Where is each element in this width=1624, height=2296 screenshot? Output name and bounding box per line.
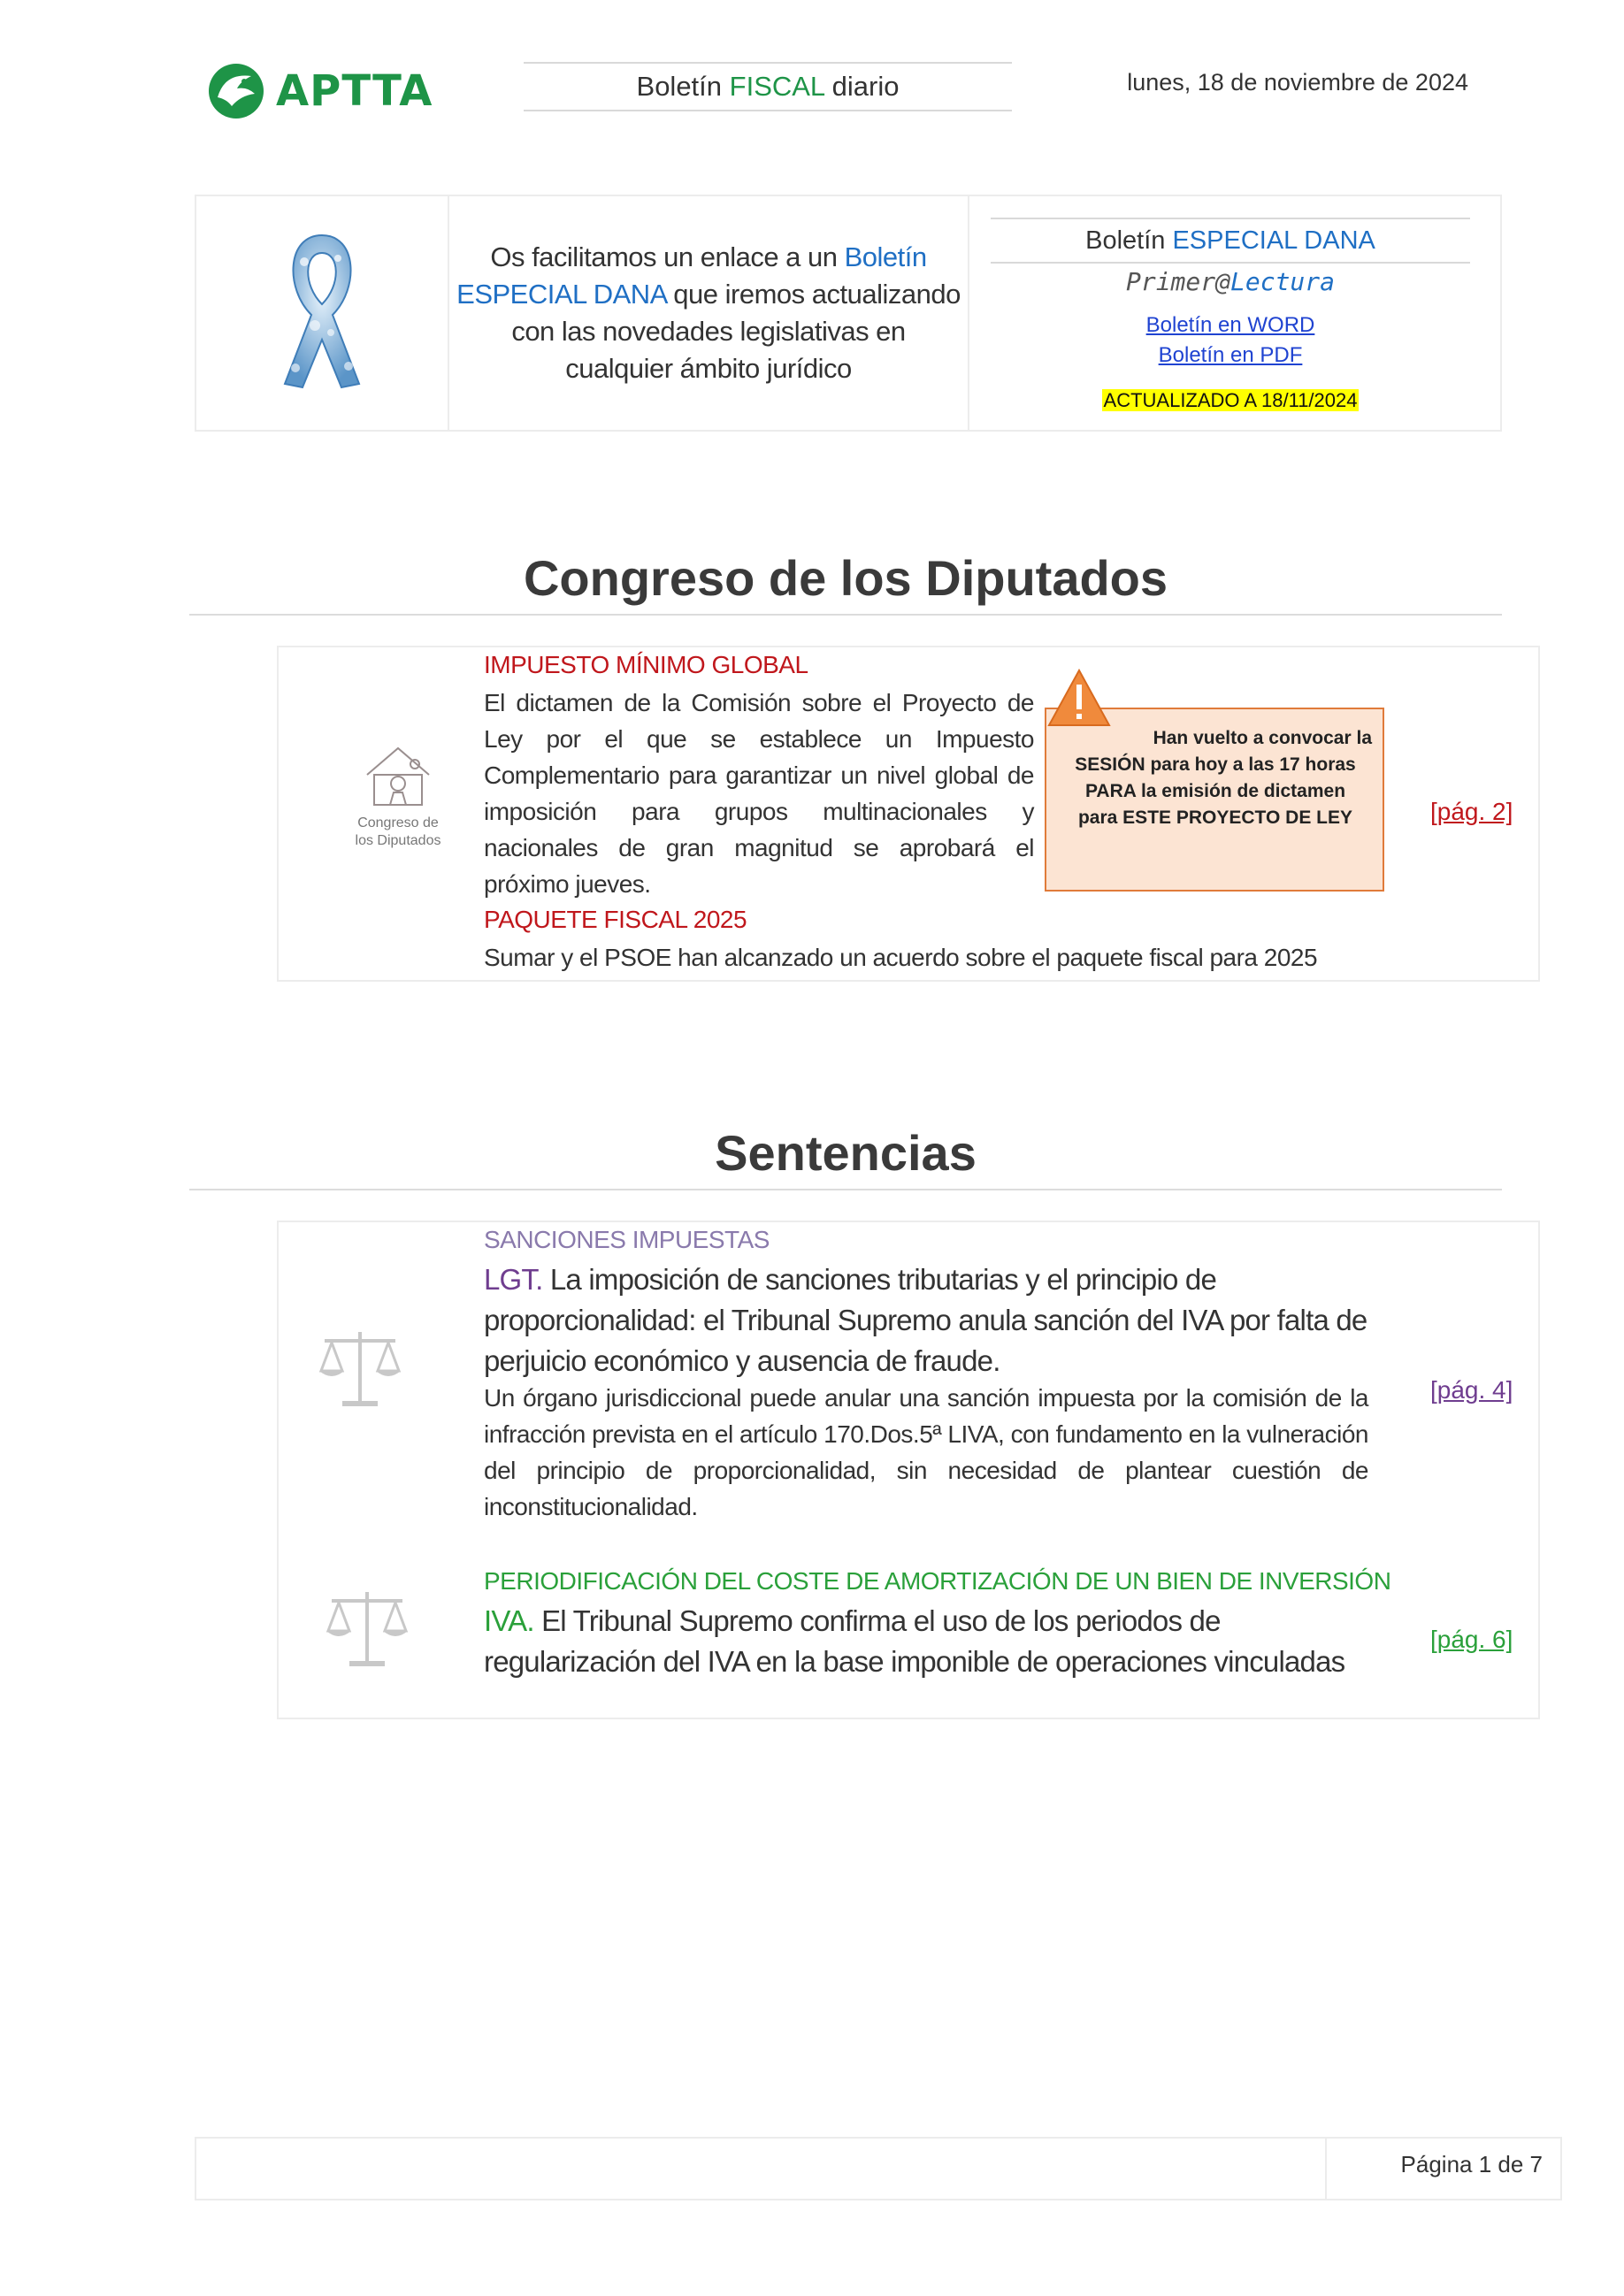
link-boletin-pdf[interactable]: Boletín en PDF xyxy=(1158,343,1303,367)
warning-callout xyxy=(1045,708,1384,892)
warning-triangle-icon xyxy=(1047,669,1111,727)
updated-text: ACTUALIZADO A 18/11/2024 xyxy=(1103,389,1358,411)
aptta-logo-icon xyxy=(205,62,267,120)
dana-description-cell xyxy=(449,196,969,430)
category-periodificacion: PERIODIFICACIÓN DEL COSTE DE AMORTIZACIÓN DE UN BIEN DE INVERSIÓN xyxy=(484,1567,1391,1595)
warning-line3: PARA la emisión de dictamen xyxy=(1084,781,1346,801)
page-ref-4[interactable]: [pág. 4] xyxy=(1430,1376,1513,1404)
dana-box-title-prefix: Boletín xyxy=(1085,226,1173,255)
iva-tag: IVA. xyxy=(484,1604,534,1637)
congreso-logo-label1: Congreso de xyxy=(357,815,439,830)
title-accent: FISCAL xyxy=(729,71,825,102)
page-ref-2[interactable]: [pág. 2] xyxy=(1430,798,1513,825)
category-paquete-fiscal: PAQUETE FISCAL 2025 xyxy=(484,906,747,933)
category-sanciones-impuestas: SANCIONES IMPUESTAS xyxy=(484,1226,770,1253)
periodificacion-headline-text: El Tribunal Supremo confirma el uso de los periodos de regularización del IVA en la base imponible de operaciones vinculadas xyxy=(484,1604,1345,1678)
warning-line4: para ESTE PROYECTO DE LEY xyxy=(1077,807,1353,828)
dana-box-title-accent: ESPECIAL DANA xyxy=(1172,226,1375,255)
dana-banner xyxy=(195,195,1502,432)
congreso-building-icon xyxy=(358,739,438,810)
dana-line2-blue: ESPECIAL DANA xyxy=(456,279,667,310)
scales-of-justice-icon xyxy=(316,1327,404,1412)
aptta-logo xyxy=(205,60,453,122)
sanciones-headline-text: La imposición de sanciones tributarias y el principio de proporcionalidad: el Tribunal Supremo anula sanción del IVA por falta de perjuicio económico y ausencia de fraude. xyxy=(484,1263,1367,1377)
dana-line1: Os facilitamos un enlace a un xyxy=(490,241,845,272)
category-impuesto-minimo-global: IMPUESTO MÍNIMO GLOBAL xyxy=(484,651,808,678)
page-number: Página 1 de 7 xyxy=(1400,2151,1543,2177)
bulletin-title xyxy=(524,62,1012,111)
page-footer xyxy=(195,2137,1562,2200)
congreso-logo xyxy=(341,739,456,863)
title-suffix: diario xyxy=(824,71,900,102)
scales-of-justice-icon-2 xyxy=(323,1587,411,1672)
lgt-tag: LGT. xyxy=(484,1263,543,1296)
logo-text: APTTA xyxy=(276,66,433,116)
primera-lectura-logo xyxy=(991,267,1470,296)
sanciones-headline xyxy=(484,1259,1368,1381)
awareness-ribbon-icon xyxy=(269,226,375,394)
dana-line2: que iremos actualizando xyxy=(666,279,961,310)
bulletin-date: lunes, 18 de noviembre de 2024 xyxy=(1127,69,1468,96)
impuesto-minimo-global-text: El dictamen de la Comisión sobre el Proyecto de Ley por el que se establece un Impuesto Complementario para garantizar un nivel global de imposición para grupos multinacionales y nacionales de gran magnitud se aprobará el próximo jueves. xyxy=(484,689,1034,898)
paquete-fiscal-text: Sumar y el PSOE han alcanzado un acuerdo sobre el paquete fiscal para 2025 xyxy=(484,944,1318,971)
section-title-sentencias: Sentencias xyxy=(189,1118,1502,1190)
warning-line2: SESIÓN para hoy a las 17 horas xyxy=(1075,754,1356,775)
dana-description xyxy=(449,239,968,387)
sentencias-card xyxy=(277,1221,1540,1719)
warning-text xyxy=(1059,725,1372,831)
page-ref-6[interactable]: [pág. 6] xyxy=(1430,1626,1513,1653)
section-title-congreso: Congreso de los Diputados xyxy=(189,543,1502,616)
title-prefix: Boletín xyxy=(636,71,730,102)
periodificacion-headline xyxy=(484,1601,1368,1682)
dana-line3: con las novedades legislativas en xyxy=(511,316,906,347)
sanciones-text: Un órgano jurisdiccional puede anular una sanción impuesta por la comisión de la infracción prevista en el artículo 170.Dos.5ª LIVA, con fundamento en la vulneración del principio de proporcionalidad, sin necesidad de plantear cuestión de inconstitucionalidad. xyxy=(484,1384,1368,1520)
dana-links-cell xyxy=(969,196,1500,430)
lectura-text: Lectura xyxy=(1230,267,1336,296)
updated-badge xyxy=(991,389,1470,412)
dana-ribbon-cell xyxy=(196,196,449,430)
dana-line1-blue: Boletín xyxy=(844,241,927,272)
link-boletin-word[interactable]: Boletín en WORD xyxy=(1145,313,1315,337)
warning-line1: Han vuelto a convocar la xyxy=(1153,728,1372,748)
congreso-logo-label2: los Diputados xyxy=(355,833,441,848)
dana-box-title xyxy=(991,218,1470,264)
primer-text: Primer@ xyxy=(1125,267,1230,296)
footer-divider xyxy=(1325,2139,1327,2199)
dana-line4: cualquier ámbito jurídico xyxy=(565,353,852,384)
